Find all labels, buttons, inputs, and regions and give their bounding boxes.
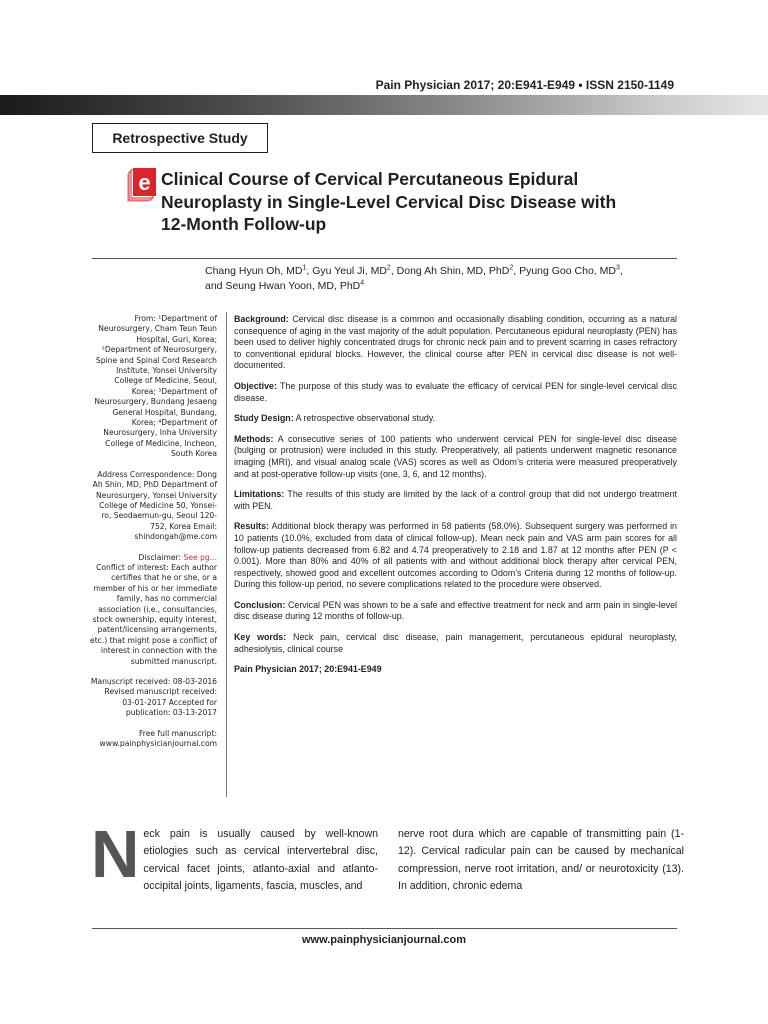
author-separator: ,: [306, 265, 313, 277]
section-label: Methods:: [234, 433, 274, 444]
section-text: Cervical disc disease is a common and occasionally disabling condition, occurring as a natural consequence of aging in the vast majority of the adult population. Percutaneous epidural neuroplasty (PEN) has been used to deliver highly concentrated drugs for chronic neck pain and to prevent scarring in cases refractory to conventional epidural blocks. However, the clinical course after PEN in cervical disc disease is not well-documented.: [234, 314, 677, 371]
section-text: The purpose of this study was to evaluate the efficacy of cervical PEN for single-level cervical disc disease.: [234, 380, 677, 403]
abstract-limitations: [234, 489, 677, 512]
section-label: Conclusion:: [234, 599, 286, 610]
author-name: Dong Ah Shin, MD, PhD: [396, 265, 510, 277]
body-column-left: [91, 817, 378, 896]
disclaimer-label: Disclaimer:: [138, 552, 184, 562]
author-affiliation: 2: [386, 264, 391, 272]
author-affiliation: 3: [615, 264, 620, 272]
section-text: A consecutive series of 100 patients who underwent cervical PEN for single-level disc disease (bulging or protrusion) were included in this study. Preoperatively, all patients underwent magnetic resonance imaging (MRI), and visual analog scale (VAS) scores as well as Odom’s criteria were measured preoperatively and at post-operative follow-up visits (one, 3, 6, and 12 months).: [234, 433, 677, 479]
disclaimer-link[interactable]: See pg...: [183, 552, 217, 562]
author-list: [205, 264, 675, 294]
affiliations: From: ¹Department of Neurosurgery, Cham Teun Teun Hospital, Guri, Korea; ²Department of Neurosurgery, Spine and Spinal Cord Research Institute, Yonsei University College of Medicine, Seoul, Korea; ³Department of Neurosurgery, Bundang Jesaeng General Hospital, Bundang, Korea; ⁴Department of Neurosurgery, Inha University College of Medicine, Incheon, South Korea: [94, 314, 217, 459]
journal-reference: Pain Physician 2017; 20:E941-E949 • ISSN 2150-1149: [375, 78, 674, 92]
section-label: Background:: [234, 314, 289, 324]
abstract-study-design: [234, 413, 677, 425]
sidebar-metadata: [90, 314, 217, 759]
conflict-of-interest: Conflict of interest: Each author certifies that he or she, or a member of his or her immediate family, has no commercial association (i.e., consultancies, stock ownership, equity interest, patent/licensing arrangements, etc.) that might pose a conflict of interest in connection with the submitted manuscript.: [90, 562, 217, 666]
author-separator: ,: [619, 265, 623, 277]
section-label: Objective:: [234, 380, 277, 391]
abstract: [234, 314, 677, 685]
abstract-keywords: [234, 632, 677, 655]
logo-letter: e: [138, 170, 151, 195]
section-label: Study Design:: [234, 413, 294, 424]
disclaimer-block: [90, 553, 217, 667]
epub-e-logo-icon: [127, 168, 156, 202]
author-separator: ,: [513, 265, 520, 277]
drop-cap: N: [91, 817, 140, 892]
section-text: A retrospective observational study.: [293, 413, 436, 424]
abstract-methods: [234, 434, 677, 480]
section-label: Limitations:: [234, 489, 285, 500]
section-label: Key words:: [234, 632, 287, 643]
header-gradient-bar: [0, 95, 768, 115]
manuscript-dates: Manuscript received: 08-03-2016 Revised manuscript received: 03-01-2017 Accepted for publication: 03-13-2017: [90, 677, 217, 718]
body-column-right: [398, 826, 684, 896]
column-divider: [226, 312, 227, 797]
author-name: Pyung Goo Cho, MD: [519, 265, 616, 277]
abstract-results: [234, 521, 677, 591]
author-name: Gyu Yeul Ji, MD: [312, 265, 387, 277]
address-correspondence: Address Correspondence: Dong Ah Shin, MD, PhD Department of Neurosurgery, Yonsei University College of Medicine 50, Yonsei-ro, Seodaemun-gu, Seoul 120-752, Korea Email: shindongah@me.com: [92, 469, 217, 542]
footer-rule: [92, 928, 677, 929]
study-type-box: [92, 123, 268, 153]
section-text: The results of this study are limited by the lack of a control group that did not undergo treatment with PEN.: [234, 489, 677, 511]
free-manuscript: Free full manuscript: www.painphysicianjournal.com: [99, 728, 217, 749]
abstract-background: [234, 314, 677, 372]
author-affiliation: 4: [360, 279, 365, 287]
section-text: Neck pain, cervical disc disease, pain management, percutaneous epidural neuroplasty, adhesiolysis, clinical course: [234, 632, 677, 654]
title-rule: [92, 258, 677, 259]
article-title: Clinical Course of Cervical Percutaneous Epidural Neuroplasty in Single-Level Cervical Disc Disease with 12-Month Follow-up: [161, 169, 617, 234]
body-paragraph-right: nerve root dura which are capable of transmitting pain (1-12). Cervical radicular pain can be caused by mechanical compression, nerve root irritation, and/ or neurotoxicity (13). In addition, chronic edema: [398, 828, 684, 893]
abstract-objective: [234, 381, 677, 404]
footer-url[interactable]: www.painphysicianjournal.com: [301, 934, 466, 946]
section-text: Cervical PEN was shown to be a safe and effective treatment for neck and arm pain in single-level disc disease during 12 months of follow-up.: [234, 599, 677, 622]
abstract-conclusion: [234, 600, 677, 623]
abstract-citation: Pain Physician 2017; 20:E941-E949: [234, 664, 382, 675]
author-affiliation: 1: [302, 264, 307, 272]
section-label: Results:: [234, 521, 270, 532]
body-paragraph-left: eck pain is usually caused by well-known etiologies such as cervical intervertebral disc, cervical facet joints, atlanto-axial and atlanto-occipital joints, ligaments, fascia, muscles, and: [143, 828, 378, 893]
author-affiliation: 2: [509, 264, 514, 272]
author-separator: ,: [390, 265, 397, 277]
author-name: Chang Hyun Oh, MD: [205, 265, 303, 277]
author-name: and Seung Hwan Yoon, MD, PhD: [205, 280, 361, 292]
section-text: Additional block therapy was performed in 58 patients (58.0%). Subsequent surgery was performed in 10 patients (10.0%, excluded from data of clinical follow-up). Mean neck pain and VAS arm pain scores for all follow-up patients decreased from 6.82 and 4.74 preoperatively to 2.18 and 1.87 at 12 months after PEN (P < 0.001). More than 80% and 40% of all patients with and without additional block therapy after cervical PEN, respectively, showed good and excellent outcomes according to Odom’s Criteria during 12 months of follow-up. During this follow-up period, no severe complications related to the procedure were observed.: [234, 521, 677, 590]
study-type-label: Retrospective Study: [112, 130, 248, 146]
